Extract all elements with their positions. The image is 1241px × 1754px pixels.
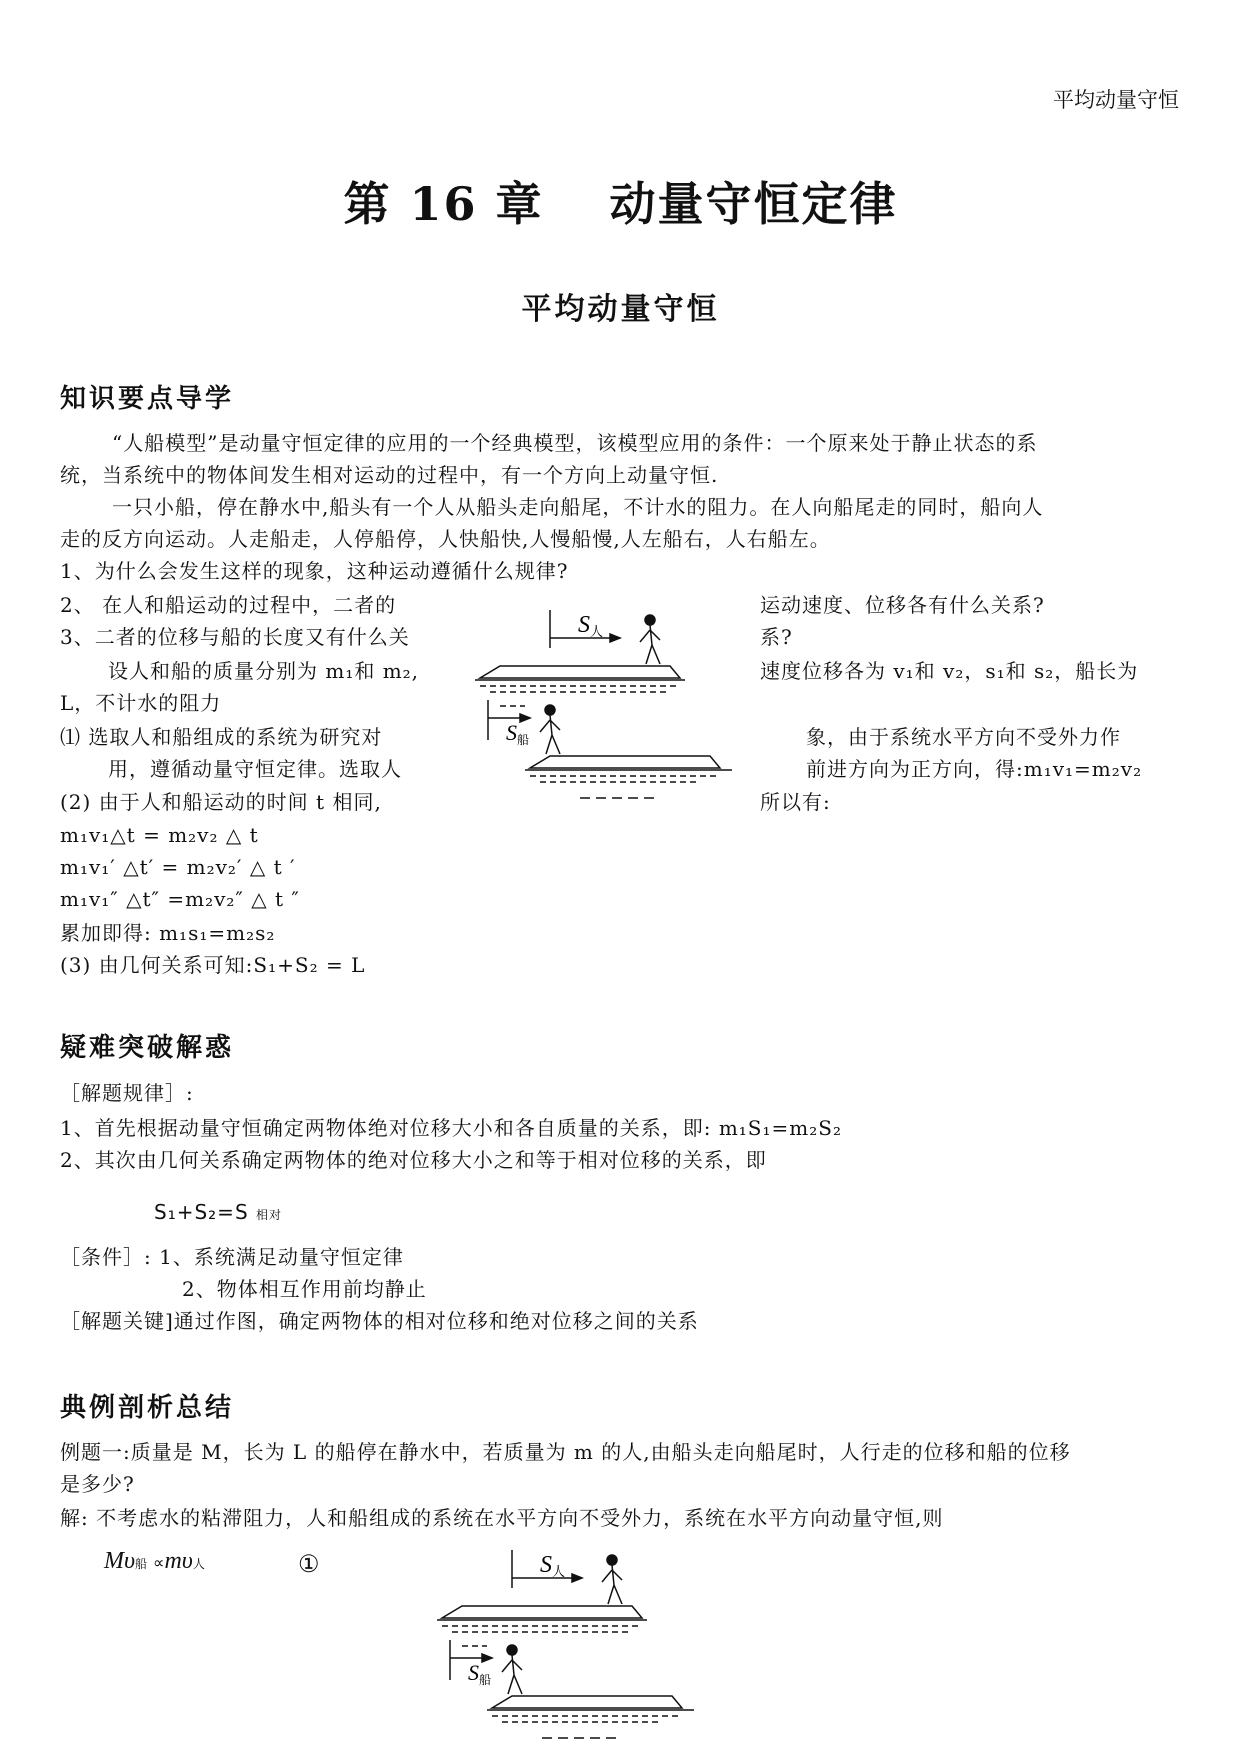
equation: 累加即得: m₁s₁=m₂s₂ <box>60 921 276 945</box>
example-text: 例题一:质量是 M，长为 L 的船停在静水中，若质量为 m 的人,由船头走向船尾时，人行走的位移和船的位移 <box>60 1440 1071 1464</box>
assume-left: 设人和船的质量分别为 m₁和 m₂, <box>108 659 420 683</box>
assume-L: L，不计水的阻力 <box>60 691 222 715</box>
paragraph: “人船模型”是动量守恒定律的应用的一个经典模型，该模型应用的条件：一个原来处于静止状态的系 <box>112 431 1038 455</box>
step-1b-right: 前进方向为正方向，得:m₁v₁=m₂v₂ <box>806 757 1143 781</box>
heading-difficulties: 疑难突破解惑 <box>60 1033 235 1063</box>
paragraph: 统，当系统中的物体间发生相对运动的过程中，有一个方向上动量守恒. <box>60 463 719 487</box>
label-s-boat: S船 <box>506 720 530 747</box>
question-1: 1、为什么会发生这样的现象，这种运动遵循什么规律? <box>60 559 569 583</box>
heading-key-points: 知识要点导学 <box>60 384 235 414</box>
paragraph: 一只小船，停在静水中,船头有一个人从船头走向船尾，不计水的阻力。在人向船尾走的同时，船向人 <box>112 495 1044 519</box>
relative-formula: S₁+S₂=S 相对 <box>154 1200 283 1224</box>
step-1-left: ⑴ 选取人和船组成的系统为研究对 <box>60 725 383 749</box>
question-3-right: 系? <box>760 625 793 649</box>
condition-2: 2、物体相互作用前均静止 <box>182 1277 427 1301</box>
paragraph: 走的反方向运动。人走船走，人停船停，人快船快,人慢船慢,人左船右，人右船左。 <box>60 527 831 551</box>
question-2-right: 运动速度、位移各有什么关系? <box>760 593 1045 617</box>
momentum-relation: Mυ船 ∝mυ人 <box>104 1548 205 1574</box>
section-title: 平均动量守恒 <box>521 292 720 327</box>
equation: m₁v₁″ △t″ =m₂v₂″ △ t ″ <box>60 887 300 911</box>
example-text: 是多少? <box>60 1472 135 1496</box>
question-3-left: 3、二者的位移与船的长度又有什么关 <box>60 625 410 649</box>
solution-text: 解: 不考虑水的粘滞阻力，人和船组成的系统在水平方向不受外力，系统在水平方向动量守恒,则 <box>60 1506 944 1530</box>
heading-examples: 典例剖析总结 <box>60 1393 235 1423</box>
condition-1: ［条件］: 1、系统满足动量守恒定律 <box>60 1245 404 1269</box>
boat-figure-2 <box>432 1530 712 1754</box>
equation: (3) 由几何关系可知:S₁+S₂ = L <box>60 953 366 977</box>
equation-number: ① <box>298 1550 320 1578</box>
equation: m₁v₁△t = m₂v₂ △ t <box>60 823 259 847</box>
label-s-boat: S船 <box>468 1660 492 1687</box>
label-s-person: S人 <box>578 612 604 639</box>
solution-key: ［解题关键]通过作图，确定两物体的相对位移和绝对位移之间的关系 <box>60 1309 699 1333</box>
rule-1: 1、首先根据动量守恒确定两物体绝对位移大小和各自质量的关系，即: m₁S₁=m₂S₂ <box>60 1116 842 1140</box>
question-2-left: 2、 在人和船运动的过程中，二者的 <box>60 593 397 617</box>
chapter-title: 第 16 章 动量守恒定律 <box>343 177 898 231</box>
step-2-right: 所以有: <box>760 790 831 814</box>
label-s-person: S人 <box>540 1552 566 1579</box>
step-1-right: 象，由于系统水平方向不受外力作 <box>806 725 1121 749</box>
running-header: 平均动量守恒 <box>1053 88 1179 112</box>
step-1b-left: 用，遵循动量守恒定律。选取人 <box>108 757 402 781</box>
boat-figure-1 <box>470 600 750 815</box>
assume-right: 速度位移各为 v₁和 v₂，s₁和 s₂，船长为 <box>760 659 1139 683</box>
equation: m₁v₁′ △t′ = m₂v₂′ △ t ′ <box>60 855 296 879</box>
rule-tag: ［解题规律］: <box>60 1081 194 1105</box>
step-2-left: (2) 由于人和船运动的时间 t 相同, <box>60 790 382 814</box>
rule-2: 2、其次由几何关系确定两物体的绝对位移大小之和等于相对位移的关系，即 <box>60 1148 767 1172</box>
